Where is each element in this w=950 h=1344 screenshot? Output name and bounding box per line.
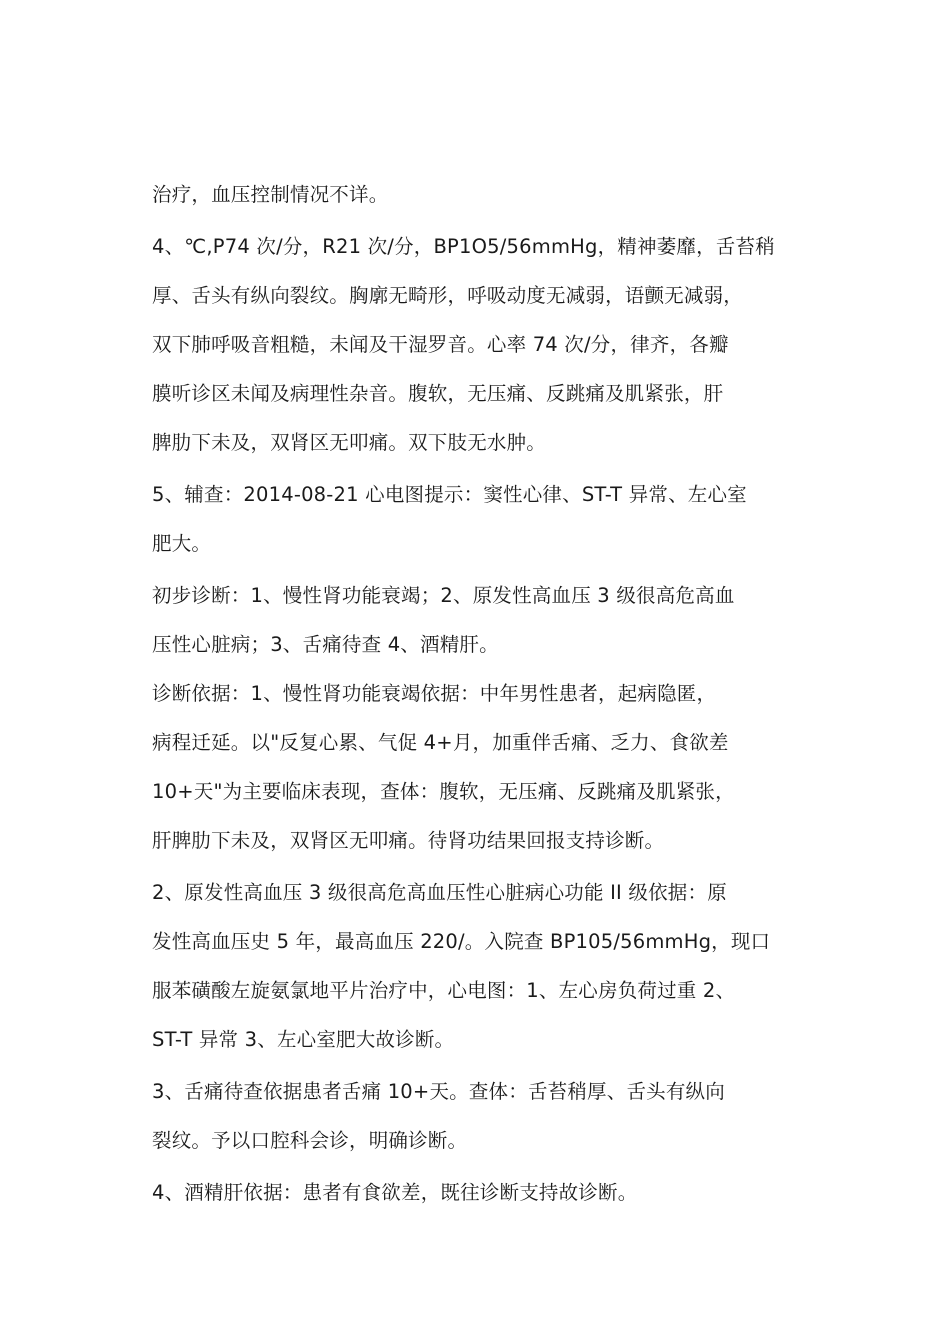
paragraph-diagnosis-basis-2 xyxy=(152,868,812,1064)
text-line: 诊断依据：1、慢性肾功能衰竭依据：中年男性患者，起病隐匿， xyxy=(152,682,717,705)
text-line: 初步诊断：1、慢性肾功能衰竭；2、原发性高血压 3 级很高危高血 xyxy=(152,584,735,607)
text-line: 服苯磺酸左旋氨氯地平片治疗中，心电图：1、左心房负荷过重 2、 xyxy=(152,979,736,1002)
document-body xyxy=(152,170,812,1220)
text-line: 5、辅查：2014-08-21 心电图提示：窦性心律、ST-T 异常、左心室 xyxy=(152,483,747,506)
text-line: 发性高血压史 5 年，最高血压 220/。入院查 BP105/56mmHg，现口 xyxy=(152,930,771,953)
text-line: ST-T 异常 3、左心室肥大故诊断。 xyxy=(152,1028,455,1051)
text-line: 裂纹。予以口腔科会诊，明确诊断。 xyxy=(152,1129,468,1152)
paragraph-diagnosis-basis-3 xyxy=(152,1067,812,1165)
text-line: 压性心脏病；3、舌痛待查 4、酒精肝。 xyxy=(152,633,499,656)
text-line: 2、原发性高血压 3 级很高危高血压性心脏病心功能 II 级依据：原 xyxy=(152,881,727,904)
text-line: 10+天"为主要临床表现，查体：腹软，无压痛、反跳痛及肌紧张， xyxy=(152,780,735,803)
text-line: 厚、舌头有纵向裂纹。胸廓无畸形，呼吸动度无减弱，语颤无减弱， xyxy=(152,284,744,307)
text-line: 4、酒精肝依据：患者有食欲差，既往诊断支持故诊断。 xyxy=(152,1181,638,1204)
text-line: 病程迁延。以"反复心累、气促 4+月，加重伴舌痛、乏力、食欲差 xyxy=(152,731,729,754)
paragraph-treatment-note xyxy=(152,170,812,219)
text-line: 4、℃,P74 次/分，R21 次/分，BP1O5/56mmHg，精神萎靡，舌苔稍 xyxy=(152,235,775,258)
text-line: 3、舌痛待查依据患者舌痛 10+天。查体：舌苔稍厚、舌头有纵向 xyxy=(152,1080,725,1103)
paragraph-physical-exam xyxy=(152,222,812,467)
paragraph-diagnosis-basis-4 xyxy=(152,1168,812,1217)
text-line: 脾肋下未及，双肾区无叩痛。双下肢无水肿。 xyxy=(152,431,547,454)
text-line: 膜听诊区未闻及病理性杂音。腹软，无压痛、反跳痛及肌紧张，肝 xyxy=(152,382,724,405)
paragraph-diagnosis-basis-1 xyxy=(152,669,812,865)
text-line: 肝脾肋下未及，双肾区无叩痛。待肾功结果回报支持诊断。 xyxy=(152,829,665,852)
text-line: 肥大。 xyxy=(152,532,212,555)
text-line: 双下肺呼吸音粗糙，未闻及干湿罗音。心率 74 次/分，律齐，各瓣 xyxy=(152,333,729,356)
paragraph-auxiliary-exam xyxy=(152,470,812,568)
paragraph-preliminary-diagnosis xyxy=(152,571,812,669)
text-line: 治疗，血压控制情况不详。 xyxy=(152,183,389,206)
